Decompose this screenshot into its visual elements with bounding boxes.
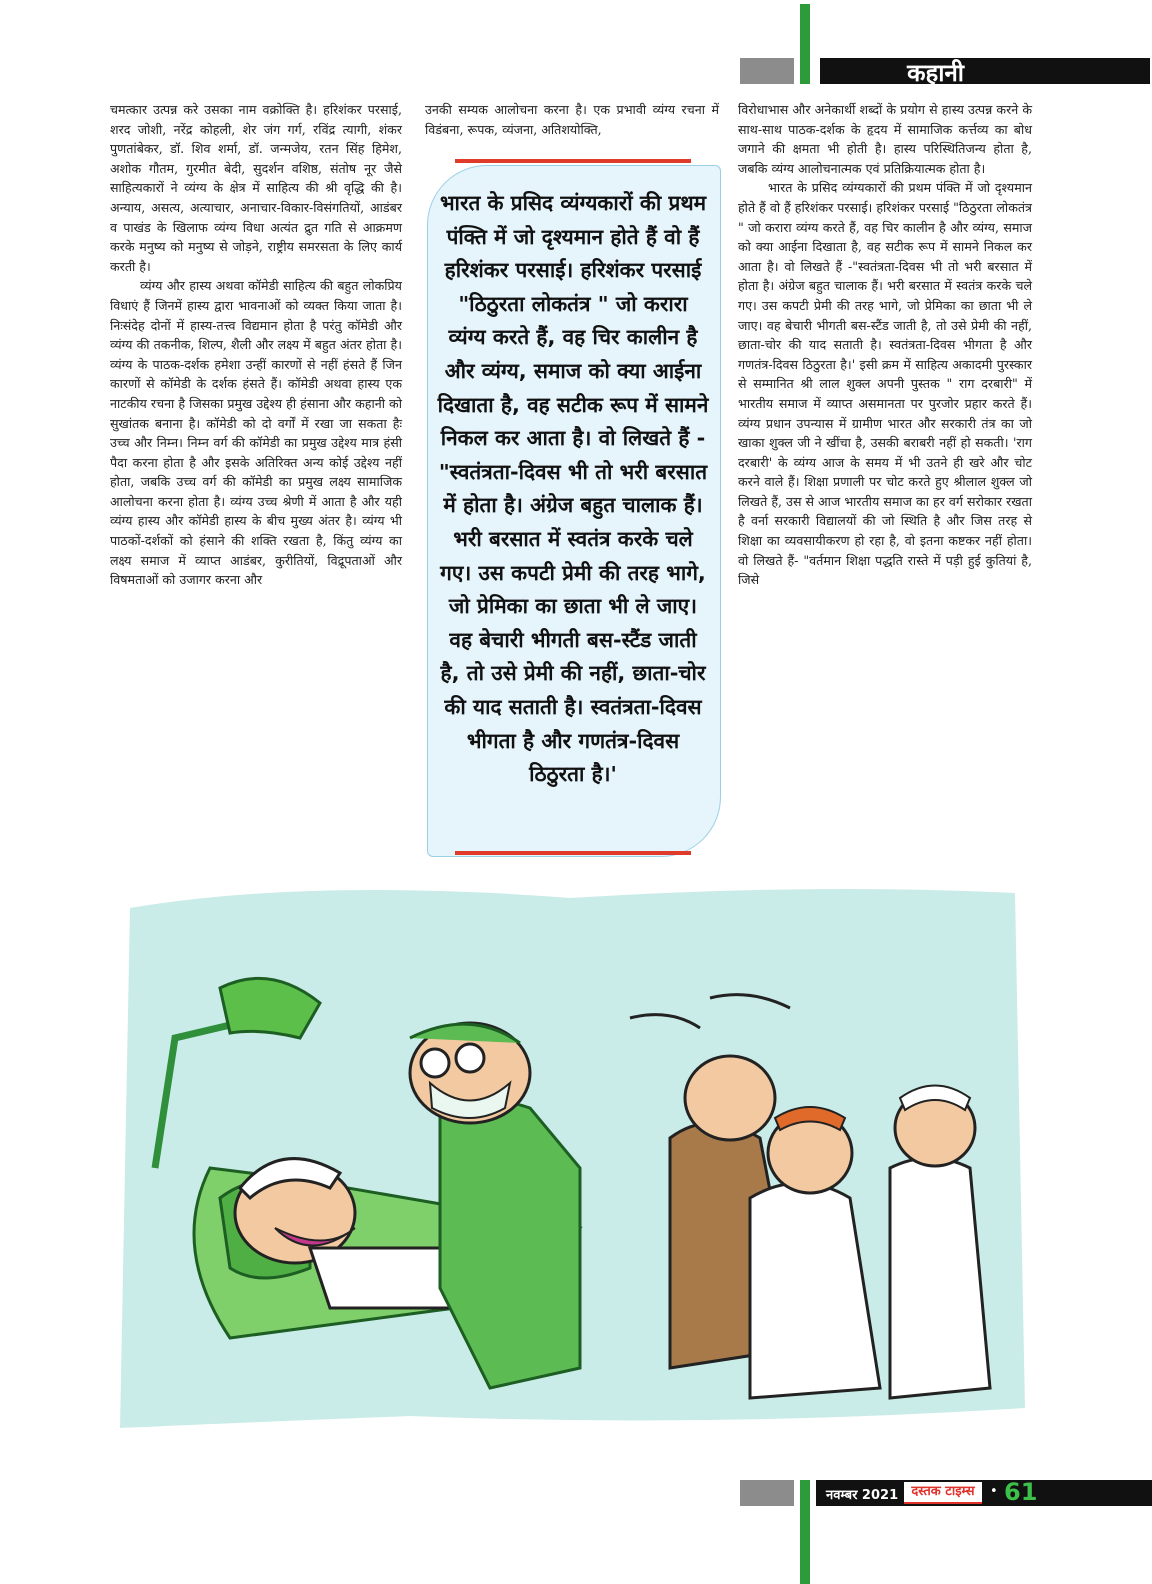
footer-green-bar [800,1480,810,1584]
issue-date: नवम्बर 2021 [826,1488,899,1503]
section-header [820,58,1150,87]
middle-column [425,100,719,139]
left-paragraph-1: चमत्कार उत्पन्न करे उसका नाम वक्रोक्ति है। हरिशंकर परसाई, शरद जोशी, नरेंद्र कोहली, शेर जंग गर्ग, रविंद्र त्यागी, शंकर पुणतांबेकर, डॉ. शिव शर्मा, डॉ. जन्मजेय, रतन सिंह हिमेश, अशोक गौतम, गुरमीत बेदी, सुदर्शन वशिष्ठ, संतोष नूर जैसे साहित्यकारों ने व्यंग्य के क्षेत्र में साहित्य की श्री वृद्धि की है। अन्याय, असत्य, अत्याचार, अनाचार-विकार-विसंगतियों, आडंबर व पाखंड के खिलाफ व्यंग्य विधा अत्यंत द्रुत गति से आक्रमण करके मनुष्य को मनुष्य से जोड़ने, राष्ट्रीय समरसता के लिए कार्य करती है। [110,102,402,274]
footer-separator: • [990,1484,998,1499]
right-column [738,100,1032,590]
middle-paragraph: उनकी सम्यक आलोचना करना है। एक प्रभावी व्यंग्य रचना में विडंबना, रूपक, व्यंजना, अतिशयोक्ति, [425,102,719,137]
right-paragraph-2: भारत के प्रसिद व्यंग्यकारों की प्रथम पंक्ति में जो दृश्यमान होते हैं वो हैं हरिशंकर परसाई। हरिशंकर परसाई "ठिठुरता लोकतंत्र " जो करारा व्यंग्य करते हैं, वह चिर कालीन है और व्यंग्य, समाज को क्या आईना दिखाता है, वह सटीक रूप में सामने निकल कर आता है। वो लिखते हैं -"स्वतंत्रता-दिवस भी तो भरी बरसात में होता है। अंग्रेज बहुत चालाक हैं। भरी बरसात में स्वतंत्र करके चले गए। उस कपटी प्रेमी की तरह भागे, जो प्रेमिका का छाता भी ले जाए। वह बेचारी भीगती बस-स्टैंड जाती है, तो उसे प्रेमी की नहीं, छाता-चोर की याद सताती है। स्वतंत्रता-दिवस भीगता है और गणतंत्र-दिवस ठिठुरता है।' इसी क्रम में साहित्य अकादमी पुरस्कार से सम्मानित श्री लाल शुक्ल अपनी पुस्तक " राग दरबारी" में भारतीय समाज में व्याप्त असमानता पर पुरजोर प्रहार करते हैं। व्यंग्य प्रधान उपन्यास में ग्रामीण भारत और सरकारी तंत्र का जो खाका शुक्ल जी ने खींचा है, उसकी बराबरी नहीं हो सकती। 'राग दरबारी' के व्यंग्य आज के समय में भी उतने ही खरे और चोट करने वाले हैं। शिक्षा प्रणाली पर चोट करते हुए श्रीलाल शुक्ल जो लिखते हैं, उस से आज भारतीय समाज का हर वर्ग सरोकार रखता है वर्ना सरकारी विद्यालयों की जो स्थिति है और जिस तरह से शिक्षा का व्यवसायीकरण हो रहा है, वो इतना कष्टकर नहीं होता। वो लिखते हैं- "वर्तमान शिक्षा पद्धति रास्ते में पड़ी हुई कुतियां है, जिसे [738,180,1032,588]
magazine-brand: दस्तक टाइम्स [904,1482,982,1504]
right-paragraph-1: विरोधाभास और अनेकार्थी शब्दों के प्रयोग से हास्य उत्पन्न करने के साथ-साथ पाठक-दर्शक के हृदय में सामाजिक कर्त्तव्य का बोध जगाने की क्षमता भी होती है। हास्य परिस्थितिजन्य होता है, जबकि व्यंग्य आलोचनात्मक एवं प्रतिक्रियात्मक होता है। [738,102,1032,176]
dentist-cartoon-icon [110,868,1038,1442]
pull-quote-box [427,165,719,855]
header-green-bar [800,4,810,84]
footer-gray-block [740,1480,794,1506]
section-title: कहानी [907,59,964,87]
pull-quote-top-rule [455,159,691,163]
pull-quote-bottom-rule [455,851,691,855]
page-number: 61 [1004,1478,1038,1506]
pull-quote-text: भारत के प्रसिद व्यंग्यकारों की प्रथम पंक्ति में जो दृश्यमान होते हैं वो हैं हरिशंकर परसाई। हरिशंकर परसाई "ठिठुरता लोकतंत्र " जो करारा व्यंग्य करते हैं, वह चिर कालीन है और व्यंग्य, समाज को क्या आईना दिखाता है, वह सटीक रूप में सामने निकल कर आता है। वो लिखते हैं -"स्वतंत्रता-दिवस भी तो भरी बरसात में होता है। अंग्रेज बहुत चालाक हैं। भरी बरसात में स्वतंत्र करके चले गए। उस कपटी प्रेमी की तरह भागे, जो प्रेमिका का छाता भी ले जाए। वह बेचारी भीगती बस-स्टैंड जाती है, तो उसे प्रेमी की नहीं, छाता-चोर की याद सताती है। स्वतंत्रता-दिवस भीगता है और गणतंत्र-दिवस ठिठुरता है।' [437,191,709,787]
header-gray-block [740,58,794,84]
left-column [110,100,402,590]
left-paragraph-2: व्यंग्य और हास्य अथवा कॉमेडी साहित्य की बहुत लोकप्रिय विधाएं हैं जिनमें हास्य द्वारा भावनाओं को व्यक्त किया जाता है। निःसंदेह दोनों में हास्य-तत्त्व विद्यमान होता है परंतु कॉमेडी और व्यंग्य की तकनीक, शिल्प, शैली और लक्ष्य में बहुत अंतर होता है। व्यंग्य के पाठक-दर्शक हमेशा उन्हीं कारणों से नहीं हंसते हैं जिन कारणों से कॉमेडी के दर्शक हंसते हैं। कॉमेडी अथवा हास्य एक नाटकीय रचना है जिसका प्रमुख उद्देश्य ही हंसाना और कहानी को सुखांतक बनाना है। कॉमेडी को दो वर्गों में रखा जा सकता हैः उच्च और निम्न। निम्न वर्ग की कॉमेडी का प्रमुख उद्देश्य मात्र हंसी पैदा करना होता है और इसके अतिरिक्त अन्य कोई उद्देश्य नहीं होता, जबकि उच्च वर्ग की कॉमेडी का प्रमुख लक्ष्य सामाजिक आलोचना करना होता है। व्यंग्य उच्च श्रेणी में आता है और यही व्यंग्य हास्य और कॉमेडी हास्य के बीच मुख्य अंतर है। व्यंग्य भी पाठकों-दर्शकों को हंसाने की शक्ति रखता है, किंतु व्यंग्य का लक्ष्य समाज में व्याप्त आडंबर, कुरीतियों, विद्रूपताओं और विषमताओं को उजागर करना और [110,278,402,588]
